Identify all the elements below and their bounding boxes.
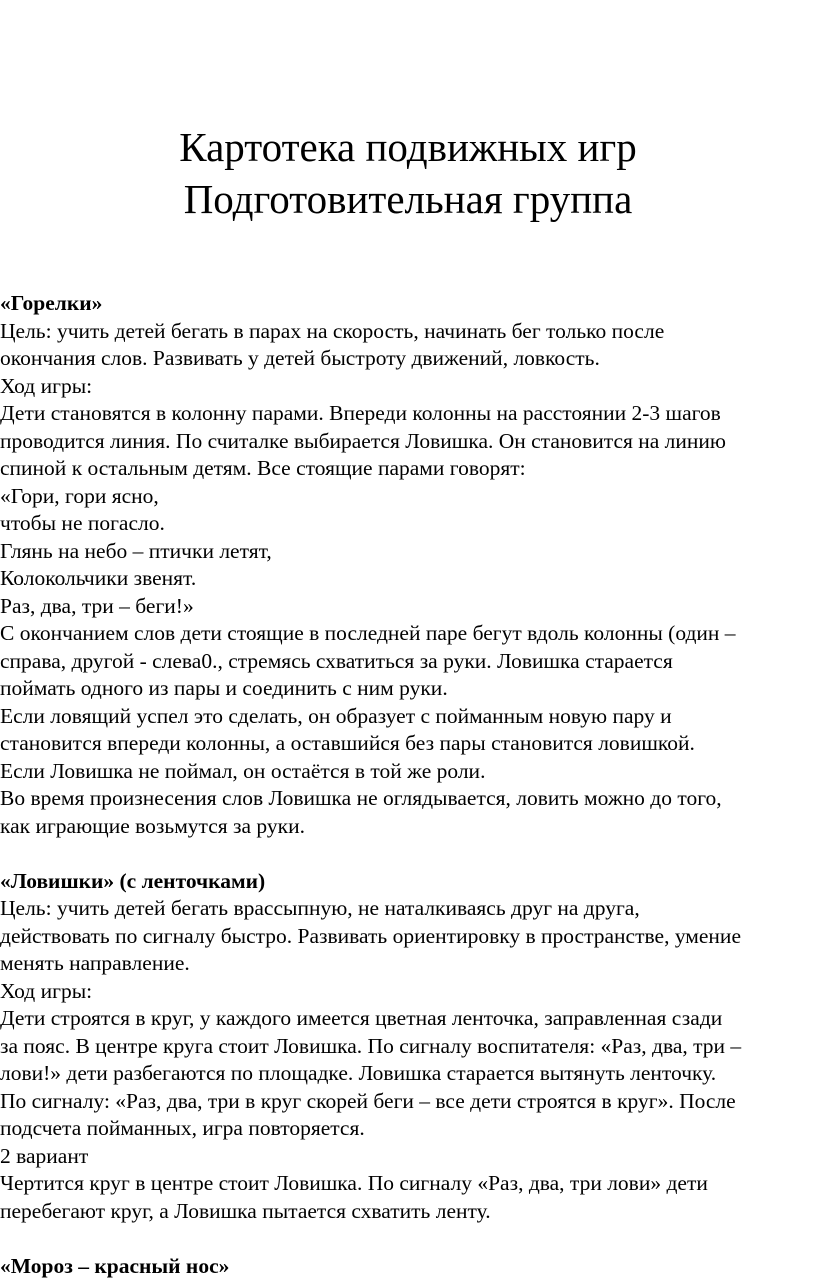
game-text-line: чтобы не погасло. [0,510,816,538]
game-text-line: Если Ловишка не поймал, он остаётся в той же роли. [0,758,816,786]
game-text-line: проводится линия. По считалке выбирается Ловишка. Он становится на линию [0,428,816,456]
game-text-line: Раз, два, три – беги!» [0,593,816,621]
document-title-line-2: Подготовительная группа [0,176,816,222]
game-text-line: менять направление. [0,950,816,978]
section-gap [0,840,816,868]
game-text-line: Чертится круг в центре стоит Ловишка. По сигналу «Раз, два, три лови» дети [0,1170,816,1198]
game-text-line: Дети строятся в круг, у каждого имеется цветная ленточка, заправленная сзади [0,1005,816,1033]
game-heading: «Горелки» [0,290,816,318]
game-text-line: 2 вариант [0,1143,816,1171]
game-text-line: как играющие возьмутся за руки. [0,813,816,841]
section-gap [0,1225,816,1253]
game-text-line: действовать по сигналу быстро. Развивать ориентировку в пространстве, умение [0,923,816,951]
game-text-line: Глянь на небо – птички летят, [0,538,816,566]
game-text-line: Если ловящий успел это сделать, он образует с пойманным новую пару и [0,703,816,731]
game-text-line: окончания слов. Развивать у детей быстроту движений, ловкость. [0,345,816,373]
game-text-line: С окончанием слов дети стоящие в последней паре бегут вдоль колонны (один – [0,620,816,648]
game-text-line: Цель: учить детей бегать врассыпную, не наталкиваясь друг на друга, [0,895,816,923]
game-text-line: Колокольчики звенят. [0,565,816,593]
game-heading: «Мороз – красный нос» [0,1253,816,1280]
game-text-line: Ход игры: [0,373,816,401]
game-text-line: за пояс. В центре круга стоит Ловишка. По сигналу воспитателя: «Раз, два, три – [0,1033,816,1061]
game-heading: «Ловишки» (с ленточками) [0,868,816,896]
game-text-line: Во время произнесения слов Ловишка не оглядывается, ловить можно до того, [0,785,816,813]
game-text-line: спиной к остальным детям. Все стоящие парами говорят: [0,455,816,483]
game-text-line: По сигналу: «Раз, два, три в круг скорей беги – все дети строятся в круг». После [0,1088,816,1116]
game-text-line: Ход игры: [0,978,816,1006]
game-text-line: Цель: учить детей бегать в парах на скорость, начинать бег только после [0,318,816,346]
game-text-line: лови!» дети разбегаются по площадке. Ловишка старается вытянуть ленточку. [0,1060,816,1088]
game-text-line: поймать одного из пары и соединить с ним руки. [0,675,816,703]
document-body [0,290,816,1280]
game-text-line: Дети становятся в колонну парами. Впереди колонны на расстоянии 2-3 шагов [0,400,816,428]
game-text-line: справа, другой - слева0., стремясь схватиться за руки. Ловишка старается [0,648,816,676]
game-text-line: «Гори, гори ясно, [0,483,816,511]
game-text-line: подсчета пойманных, игра повторяется. [0,1115,816,1143]
game-text-line: перебегают круг, а Ловишка пытается схватить ленту. [0,1198,816,1226]
document-title-line-1: Картотека подвижных игр [0,124,816,170]
game-text-line: становится впереди колонны, а оставшийся без пары становится ловишкой. [0,730,816,758]
